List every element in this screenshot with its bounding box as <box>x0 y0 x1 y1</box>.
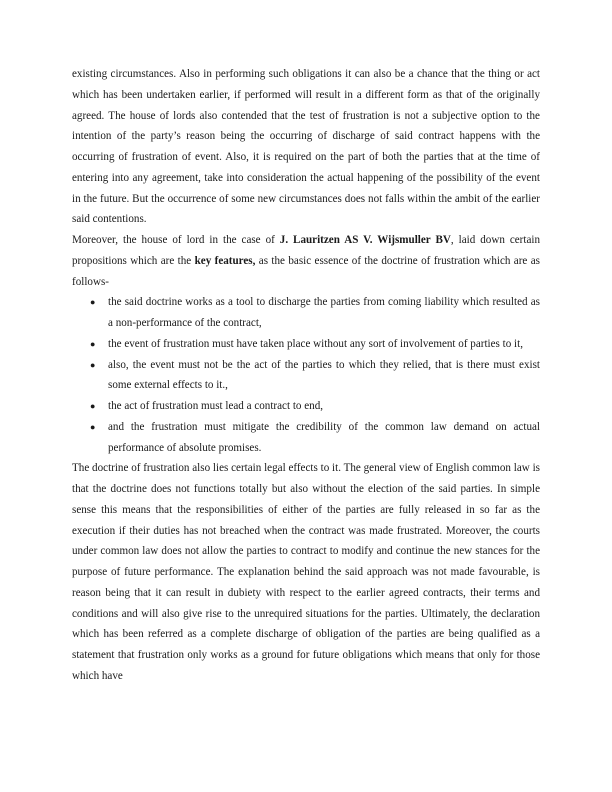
propositions-list <box>72 292 540 458</box>
paragraph-legal-effects: The doctrine of frustration also lies certain legal effects to it. The general view of English common law is that the doctrine does not functions totally but also without the election of the said parties. In simple sense this means that the responsibilities of either of the parties are fully released in so far as the execution if their duties has not breached when the contract was made frustrated. Moreover, the courts under common law does not allow the parties to contract to modify and continue the new stances for the purpose of future performance. The explanation behind the said approach was not made favourable, is reason being that it can result in dubiety with respect to the earlier agreed contracts, their terms and conditions and will also give rise to the unrequired situations for the parties. Ultimately, the declaration which has been referred as a complete discharge of obligation of the parties are being qualified as a statement that frustration only works as a ground for future obligations which means that only for those which have <box>72 462 540 682</box>
list-item-text: the act of frustration must lead a contract to end, <box>108 400 324 412</box>
document-page <box>72 64 540 687</box>
paragraph-intro: existing circumstances. Also in performing such obligations it can also be a chance that the thing or act which has been undertaken earlier, if performed will result in a different form as that of the originally agreed. The house of lords also contended that the test of frustration is not a subjective option to the intention of the party’s reason being the occurring of discharge of said contract happens with the occurring of frustration of event. Also, it is required on the part of both the parties that at the time of entering into any agreement, take into consideration the actual happening of the possibility of the event in the future. But the occurrence of some new circumstances does not falls within the ambit of the earlier said contentions. <box>72 68 540 226</box>
bullet-icon: ● <box>90 359 96 370</box>
bullet-icon: ● <box>90 421 96 432</box>
bullet-icon: ● <box>90 338 96 349</box>
list-item <box>72 334 540 355</box>
list-item-text: also, the event must not be the act of the parties to which they relied, that is there must exist some external effects to it., <box>108 358 540 392</box>
list-item <box>72 355 540 397</box>
case-name: J. Lauritzen AS V. Wijsmuller BV <box>279 234 451 246</box>
list-item-text: and the frustration must mitigate the credibility of the common law demand on actual performance of absolute promises. <box>108 420 540 454</box>
list-item <box>72 417 540 459</box>
case-text-tail: as the basic essence of the doctrine of frustration which are as follows- <box>72 254 540 288</box>
bullet-icon: ● <box>90 297 96 308</box>
list-item-text: the event of frustration must have taken place without any sort of involvement of parties to it, <box>108 337 523 350</box>
bullet-icon: ● <box>90 401 96 411</box>
list-item <box>72 292 540 334</box>
key-features-term: key features, <box>194 254 256 267</box>
list-item <box>72 396 540 417</box>
case-text-lead: Moreover, the house of lord in the case of <box>72 234 280 246</box>
list-item-text: the said doctrine works as a tool to discharge the parties from coming liability which resulted as a non-performance of the contract, <box>108 296 540 329</box>
paragraph-case-reference <box>72 230 540 292</box>
case-text-middle: , laid down certain propositions which are the <box>72 234 541 267</box>
